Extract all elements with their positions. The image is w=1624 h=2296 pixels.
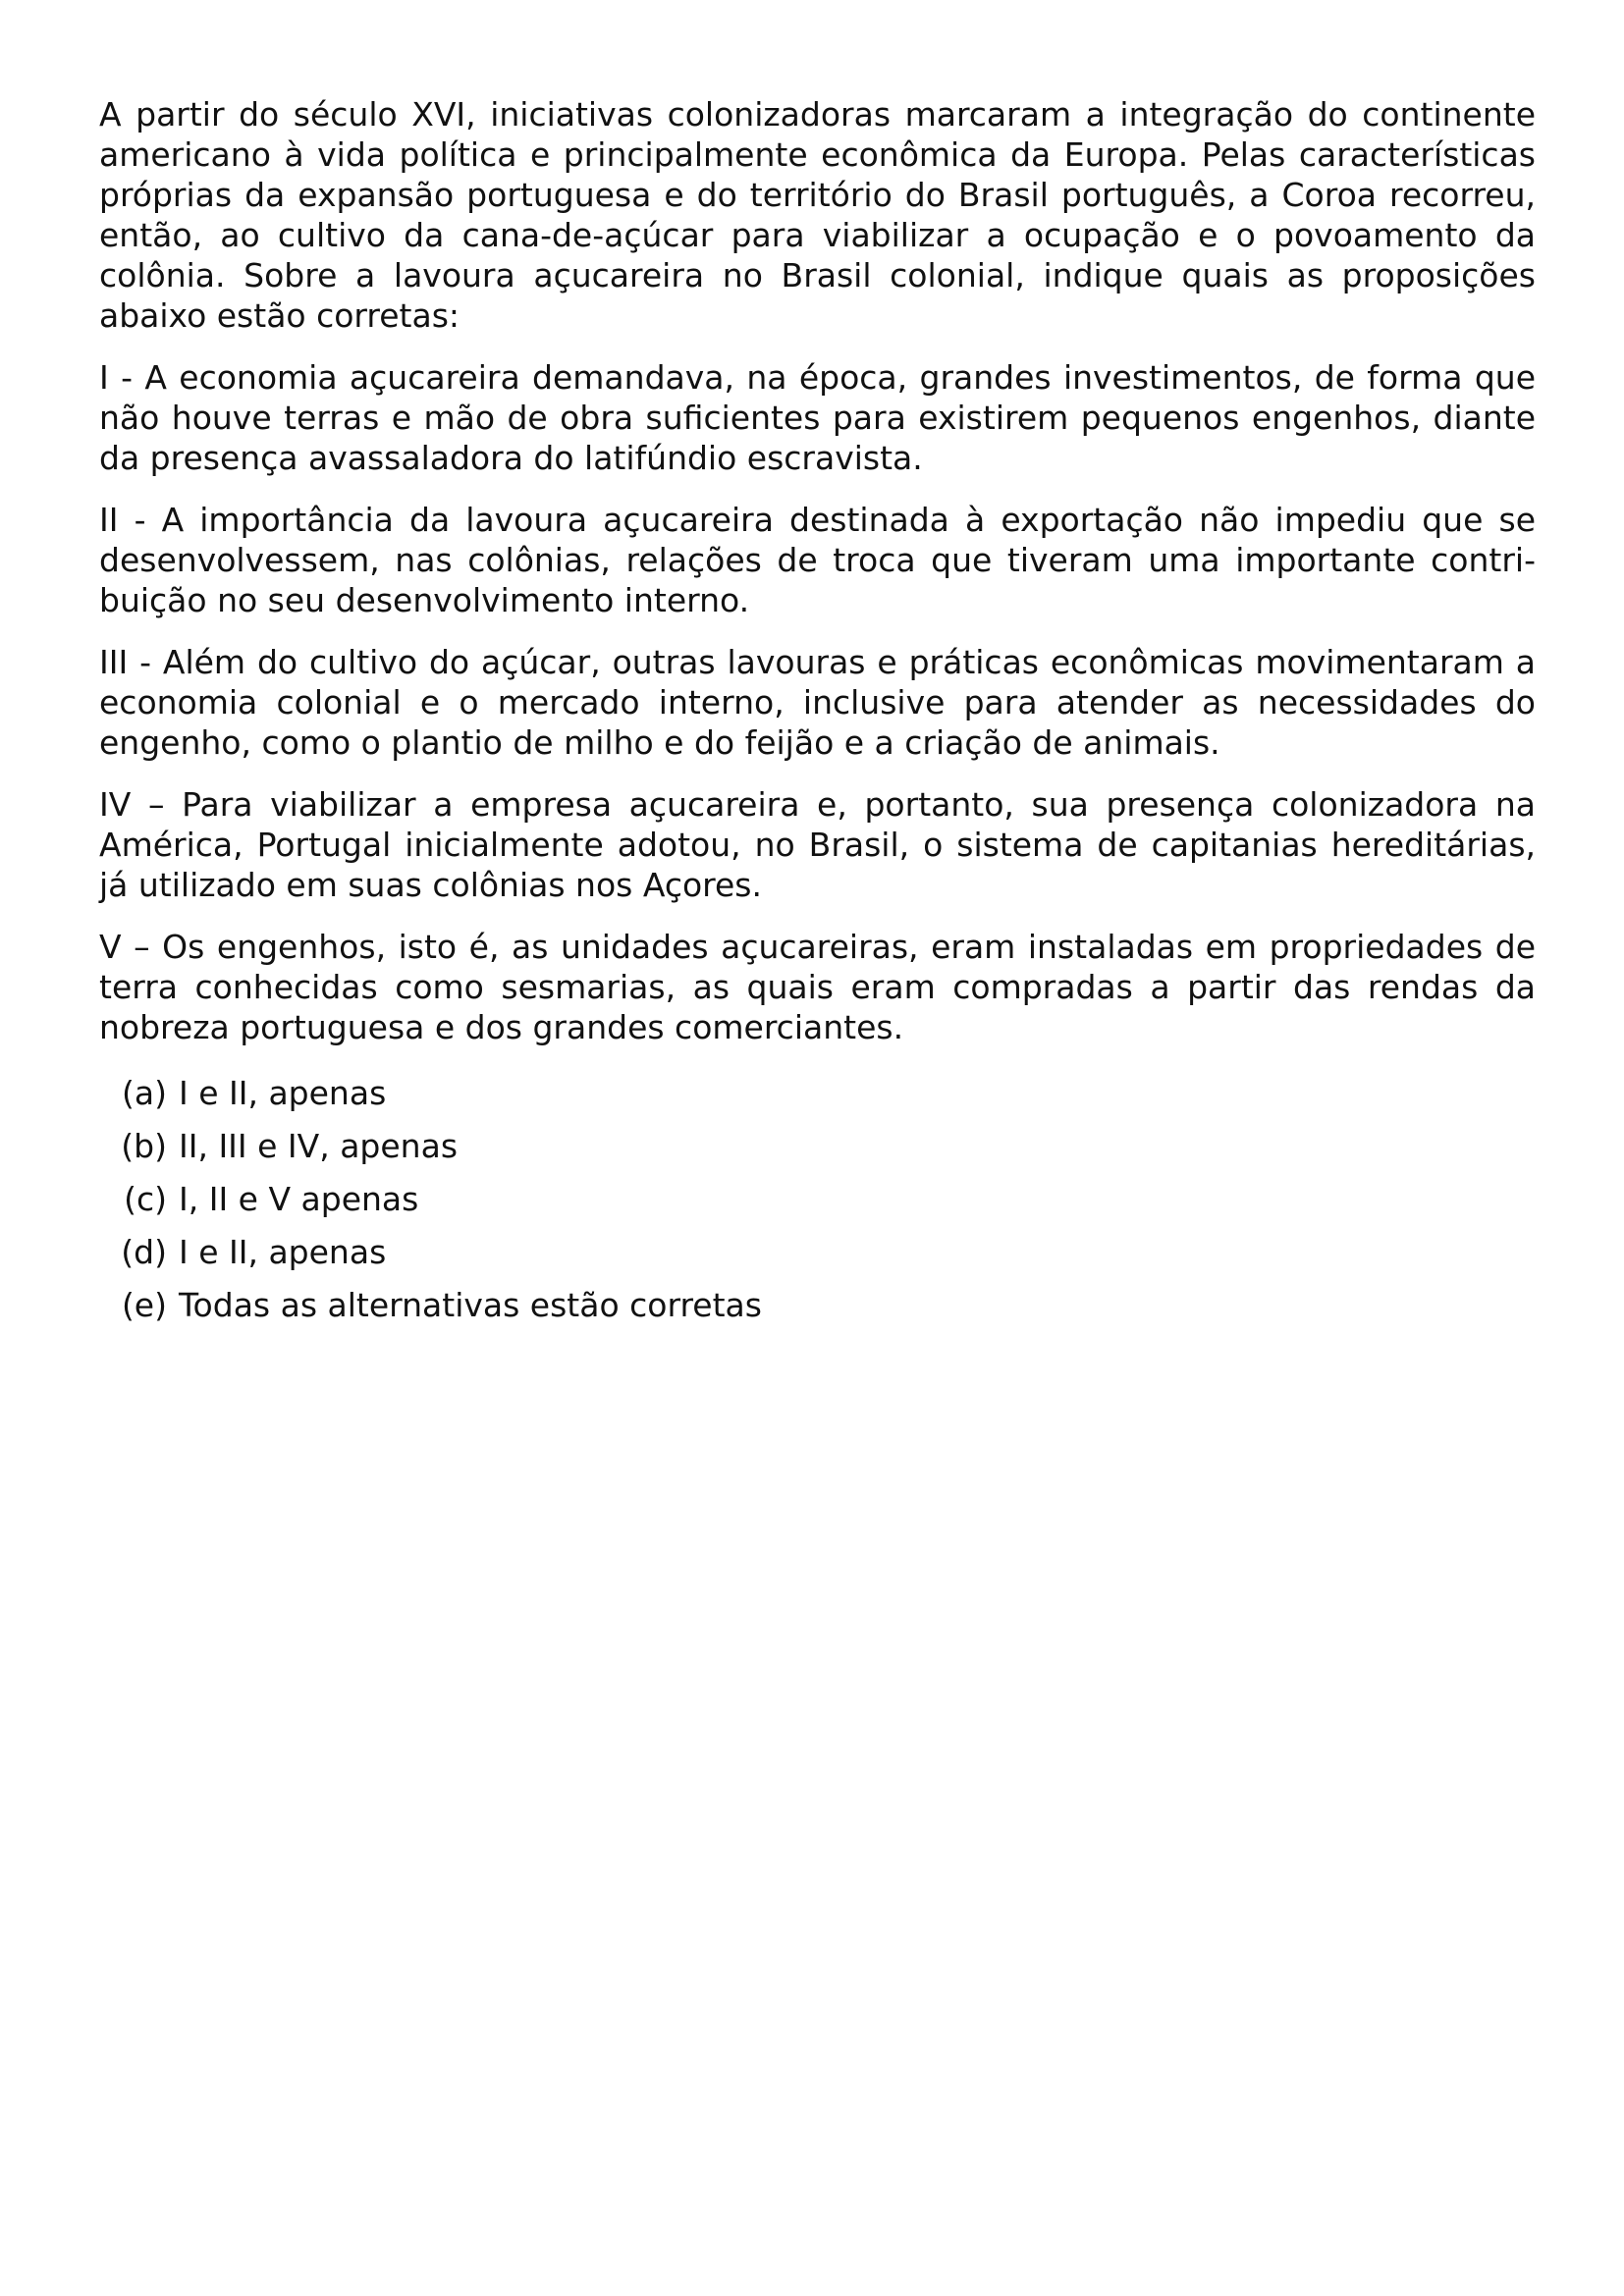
proposition-i: I - A economia açucareira demandava, na época, grandes investimentos, de forma que não houve terras e mão de obra suficientes para existirem pequenos engenhos, diante da presença avassaladora do latifúndio escravista.: [99, 358, 1536, 477]
choice-label: (b): [121, 1127, 167, 1165]
choice-text: I e II, apenas: [179, 1233, 387, 1271]
proposition-v: V – Os engenhos, isto é, as unidades açucareiras, eram instaladas em propriedades de terra conhecidas como sesmarias, as quais eram compradas a partir das rendas da nobreza portuguesa e dos grandes comerciantes.: [99, 928, 1536, 1046]
choice-b[interactable]: [99, 1126, 1536, 1179]
choice-text: Todas as alternativas estão corretas: [179, 1286, 762, 1324]
choice-a[interactable]: [99, 1073, 1536, 1126]
choice-text: I, II e V apenas: [179, 1180, 419, 1218]
choice-text: I e II, apenas: [179, 1074, 387, 1112]
choice-d[interactable]: [99, 1232, 1536, 1285]
choice-e[interactable]: [99, 1285, 1536, 1338]
answer-choices: [99, 1073, 1536, 1338]
proposition-iv: IV – Para viabilizar a empresa açucareira e, portanto, sua presença colonizadora na América, Portugal inicialmente adotou, no Brasil, o sistema de capitanias hereditárias, já utilizado em suas colônias nos Açores.: [99, 785, 1536, 904]
choice-label: (d): [121, 1233, 167, 1271]
choice-label: (c): [124, 1180, 167, 1218]
proposition-ii: II - A importância da lavoura açucareira destinada à exportação não impediu que se desenvolvessem, nas colônias, relações de troca que tiveram uma importante contribuição no seu desenvolvimento interno.: [99, 501, 1536, 619]
question-intro: A partir do século XVI, iniciativas colonizadoras marcaram a integração do continente americano à vida política e principalmente econômica da Europa. Pelas características próprias da expansão portuguesa e do território do Brasil português, a Coroa recorreu, então, ao cultivo da cana-de-açúcar para viabilizar a ocupação e o povoamento da colônia. Sobre a lavoura açucareira no Brasil colonial, indique quais as proposições abaixo estão corretas:: [99, 95, 1536, 335]
question-document: [99, 94, 1536, 1338]
choice-label: (a): [122, 1074, 167, 1112]
choice-label: (e): [121, 1286, 167, 1324]
proposition-iii: III - Além do cultivo do açúcar, outras lavouras e práticas econômicas movimentaram a economia colonial e o mercado interno, inclusive para atender as necessidades do engenho, como o plantio de milho e do feijão e a criação de animais.: [99, 643, 1536, 762]
choice-text: II, III e IV, apenas: [179, 1127, 459, 1165]
choice-c[interactable]: [99, 1179, 1536, 1232]
